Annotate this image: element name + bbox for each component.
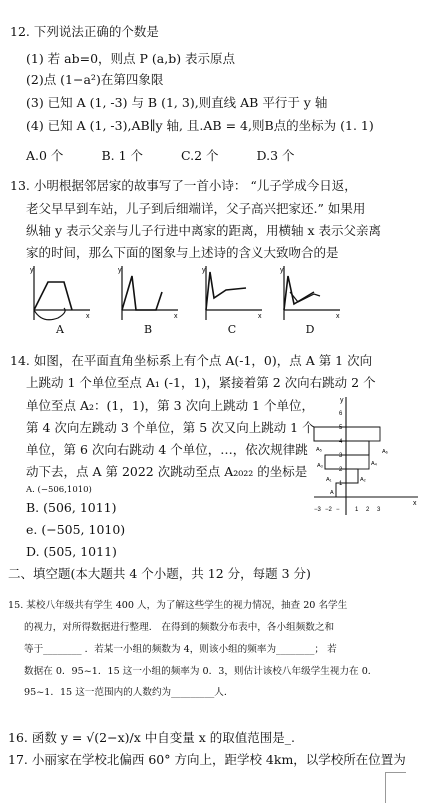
q14-point-a1: A₁ (326, 477, 332, 483)
svg-text:y: y (30, 267, 34, 274)
q13-figures (28, 262, 348, 348)
q12-item-1: (1) 若 ab=0，则点 P (a,b) 表示原点 (26, 51, 236, 66)
q14-x-tick-neg3: −3 (314, 507, 321, 513)
q14-option-c: e. (−505, 1010) (26, 522, 126, 537)
q12-choices (26, 148, 333, 164)
q12-choice-d: D.3 个 (256, 148, 295, 163)
q14-graph (312, 393, 422, 518)
q14-option-a: A. (−506,1010) (26, 485, 92, 495)
q14-x-tick-2: 2 (366, 507, 370, 513)
q12-stem: 12. 下列说法正确的个数是 (10, 24, 159, 39)
figure-d-graph (278, 262, 342, 322)
svg-text:y: y (118, 267, 122, 274)
q12-item-4: (4) 已知 A (1, -3),AB∥y 轴, 且.AB = 4,则B点的坐标为 (1. 1) (26, 118, 374, 133)
q12-choice-a: A.0 个 (26, 148, 64, 163)
figure-b-label: B (143, 323, 153, 336)
svg-text:x: x (174, 313, 178, 320)
q12-item-2: (2)点 (1−a²)在第四象限 (26, 72, 164, 87)
figure-d-label: D (305, 323, 315, 336)
q16-text: 16. 函数 y = √(2−x)/x 中自变量 x 的取值范围是_. (8, 730, 295, 745)
q12-item-3: (3) 已知 A (1, -3) 与 B (1, 3),则直线 AB 平行于 y 轴 (26, 95, 328, 110)
figure-a-graph (28, 262, 92, 322)
q15-line-4: 数据在 0．95~1．15 这一小组的频率为 0．3，则估计该校八年级学生视力在 0． (24, 666, 378, 677)
svg-text:x: x (86, 313, 90, 320)
q14-y-tick-1: 1 (339, 481, 343, 487)
svg-text:y: y (202, 267, 206, 274)
q15-line-3: 等于________ ．若某一小组的频数为 4，则该小组的频率为________； 若 (24, 644, 337, 655)
q14-x-tick-1: 1 (355, 507, 359, 513)
q14-x-tick-3: 3 (377, 507, 381, 513)
q15-line-5: 95~1．15 这一范围内的人数约为_________人． (24, 687, 234, 698)
q13-figure-b (116, 262, 180, 334)
q14-line-1: 14. 如图，在平面直角坐标系上有个点 A(-1，0)，点 A 第 1 次向 (10, 353, 373, 368)
figure-b-graph (116, 262, 180, 322)
q14-point-a5: A₅ (316, 447, 322, 453)
q14-line-6: 动下去，点 A 第 2022 次跳动至点 A₂₀₂₂ 的坐标是 (26, 464, 308, 479)
q14-y-tick-3: 3 (339, 453, 343, 459)
q15-line-2: 的视力，对所得数据进行整理． 在得到的频数分布表中，各小组频数之和 (24, 622, 335, 633)
q14-option-b: B. (506, 1011) (26, 500, 117, 515)
q14-option-d: D. (505, 1011) (26, 544, 117, 559)
q14-x-axis-label: x (413, 500, 417, 507)
q14-point-a4: A₄ (371, 461, 377, 467)
q14-coordinate-figure (312, 393, 422, 518)
figure-a-label: A (56, 323, 64, 336)
svg-text:x: x (336, 313, 340, 320)
q17-text: 17. 小丽家在学校北偏西 60° 方向上，距学校 4km，以学校所在位置为 (8, 752, 406, 767)
q13-line-3: 纵轴 y 表示父亲与儿子行进中离家的距离，用横轴 x 表示父亲离 (26, 223, 382, 238)
svg-text:x: x (258, 313, 262, 320)
q14-y-tick-5: 5 (339, 425, 343, 431)
figure-c-label: C (227, 323, 237, 336)
q12-choice-c: C.2 个 (181, 148, 219, 163)
q14-y-tick-6: 6 (339, 411, 343, 417)
q14-line-5: 单位，第 6 次向右跳动 4 个单位，…，依次规律跳 (26, 442, 308, 457)
q14-line-3: 单位至点 A₂：(1，1)，第 3 次向上跳动 1 个单位， (26, 398, 314, 413)
q14-point-a6: A₆ (382, 449, 388, 455)
q12-choice-b: B. 1 个 (101, 148, 143, 163)
q13-line-1: 13. 小明根据邻居家的故事写了一首小诗： “儿子学成今日返， (10, 178, 357, 193)
q14-x-tick-neg2: −2 (325, 507, 332, 513)
q13-figure-c (200, 262, 264, 334)
figure-c-graph (200, 262, 264, 322)
q14-line-2: 上跳动 1 个单位至点 A₁ (-1，1)，紧接着第 2 次向右跳动 2 个 (26, 375, 376, 390)
q14-x-tick-neg1: − (336, 507, 340, 513)
q14-point-a3: A₃ (317, 463, 323, 469)
crop-corner-mark (385, 772, 406, 803)
q13-line-2: 老父早早到车站，儿子到后细端详，父子高兴把家还.” 如果用 (26, 201, 366, 216)
q14-point-a: A (330, 490, 334, 496)
q13-line-4: 家的时间，那么下面的图象与上述诗的含义大致吻合的是 (26, 245, 339, 260)
svg-text:y: y (280, 267, 284, 274)
q14-point-a2: A₂ (360, 477, 366, 483)
q14-y-axis-label: y (340, 397, 344, 404)
q13-figure-a (28, 262, 92, 334)
q15-line-1: 15. 某校八年级共有学生 400 人，为了解这些学生的视力情况，抽查 20 名学生 (8, 600, 348, 611)
q14-line-4: 第 4 次向左跳动 3 个单位，第 5 次又向上跳动 1 个 (26, 420, 315, 435)
q14-y-tick-2: 2 (339, 467, 343, 473)
q14-y-tick-4: 4 (339, 439, 343, 445)
section-2-heading: 二、填空题(本大题共 4 个小题，共 12 分，每题 3 分) (8, 566, 311, 581)
q13-figure-d (278, 262, 342, 334)
